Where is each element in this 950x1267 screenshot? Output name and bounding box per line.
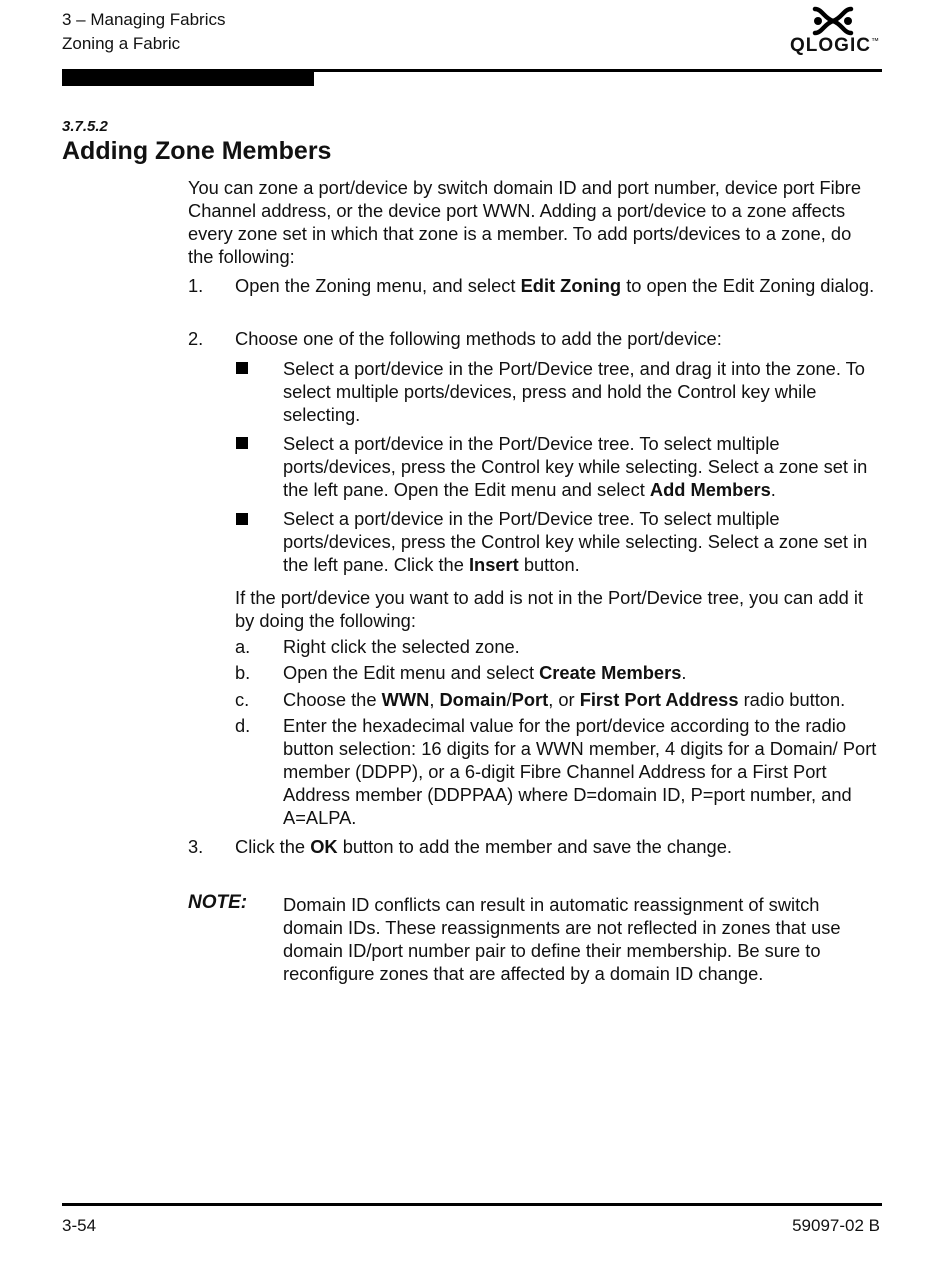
step-number: 2.: [188, 328, 204, 349]
step-number: 1.: [188, 275, 204, 296]
bullet-item-3: Select a port/device in the Port/Device tree. To select multiple ports/devices, press the Control key while selecting. Select a zone set in the left pane. Click the Insert button.: [283, 508, 868, 575]
qlogic-logo-icon: [812, 6, 854, 36]
qlogic-logo-text: QLOGIC™: [790, 35, 879, 56]
conditional-paragraph: If the port/device you want to add is not in the Port/Device tree, you can add it by doing the following:: [235, 587, 864, 631]
step-1-text: Open the Zoning menu, and select Edit Zoning to open the Edit Zoning dialog.: [235, 275, 875, 296]
step-number: 3.: [188, 836, 204, 857]
bullet-icon: [236, 513, 248, 525]
intro-paragraph: You can zone a port/device by switch domain ID and port number, device port Fibre Channel address, or the device port WWN. Adding a port/device to a zone affects every zone set in which that zone is a member. To add ports/devices to a zone, do the following:: [188, 177, 862, 267]
note-label: NOTE:: [188, 892, 248, 913]
document-id: 59097-02 B: [792, 1216, 880, 1235]
section-title: Adding Zone Members: [62, 137, 332, 165]
substep-d-text: Enter the hexadecimal value for the port/device according to the radio button selection: 16 digits for a WWN member, 4 digits for a Domain/ Port member (DDPP), or a 6-digit Fibre Channel Address for a First Port Address member (DDPPAA) where D=domain ID, P=port number, and A=ALPA.: [283, 715, 877, 828]
bullet-icon: [236, 362, 248, 374]
note-text: Domain ID conflicts can result in automatic reassignment of switch domain IDs. These reassignments are not reflected in zones that use domain ID/port number pair to define their membership. Be sure to reconfigure zones that are affected by a domain ID change.: [283, 894, 841, 984]
substep-c-text: Choose the WWN, Domain/Port, or First Port Address radio button.: [283, 689, 846, 710]
step-3-text: Click the OK button to add the member and save the change.: [235, 836, 732, 857]
footer-rule: [62, 1203, 882, 1206]
page-number: 3-54: [62, 1216, 97, 1235]
substep-letter: a.: [235, 636, 251, 657]
bullet-icon: [236, 437, 248, 449]
substep-b-text: Open the Edit menu and select Create Members.: [283, 662, 687, 683]
substep-letter: d.: [235, 715, 251, 736]
substep-a-text: Right click the selected zone.: [283, 636, 520, 657]
chapter-title: 3 – Managing Fabrics: [62, 10, 226, 29]
header-rule-tab: [62, 72, 314, 86]
step-2-text: Choose one of the following methods to add the port/device:: [235, 328, 722, 349]
bullet-item-1: Select a port/device in the Port/Device tree, and drag it into the zone. To select multiple ports/devices, press and hold the Control key while selecting.: [283, 358, 865, 425]
substep-letter: b.: [235, 662, 251, 683]
bullet-item-2: Select a port/device in the Port/Device tree. To select multiple ports/devices, press the Control key while selecting. Select a zone set in the left pane. Open the Edit menu and select Add Members.: [283, 433, 868, 500]
section-number: 3.7.5.2: [62, 118, 108, 135]
substep-letter: c.: [235, 689, 250, 710]
section-subtitle: Zoning a Fabric: [62, 34, 181, 53]
